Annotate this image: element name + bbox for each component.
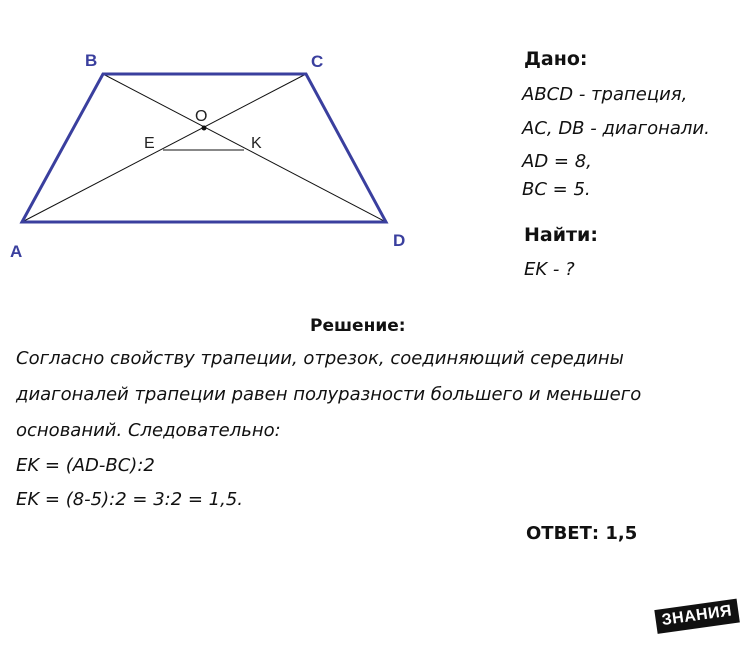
solution-line: оснований. Следовательно: xyxy=(16,420,281,441)
point-label-k: K xyxy=(251,135,262,152)
given-line: BC = 5. xyxy=(522,179,591,200)
brand-logo: ЗНАНИЯ xyxy=(654,599,739,634)
trapezoid-abcd xyxy=(22,74,386,222)
given-line: AC, DB - диагонали. xyxy=(522,118,710,139)
vertex-label-d: D xyxy=(393,231,406,250)
vertex-label-b: B xyxy=(85,51,98,70)
find-line: EK - ? xyxy=(524,259,575,280)
answer: ОТВЕТ: 1,5 xyxy=(526,523,638,544)
solution-formula: EK = (AD-BC):2 xyxy=(16,455,155,476)
vertex-label-a: A xyxy=(10,242,23,261)
point-label-e: E xyxy=(144,135,155,152)
given-line: AD = 8, xyxy=(522,151,592,172)
given-line: ABCD - трапеция, xyxy=(522,84,688,105)
given-title: Дано: xyxy=(524,48,588,70)
solution-formula: EK = (8-5):2 = 3:2 = 1,5. xyxy=(16,489,244,510)
solution-title: Решение: xyxy=(310,316,406,336)
vertex-label-c: C xyxy=(311,52,324,71)
solution-line: Согласно свойству трапеции, отрезок, соединяющий середины xyxy=(16,348,624,369)
trapezoid-figure xyxy=(0,0,500,280)
find-title: Найти: xyxy=(524,224,598,246)
diagonal-ac xyxy=(22,74,306,222)
point-label-o: O xyxy=(195,108,208,125)
solution-line: диагоналей трапеции равен полуразности большего и меньшего xyxy=(16,384,642,405)
point-o xyxy=(202,126,207,131)
